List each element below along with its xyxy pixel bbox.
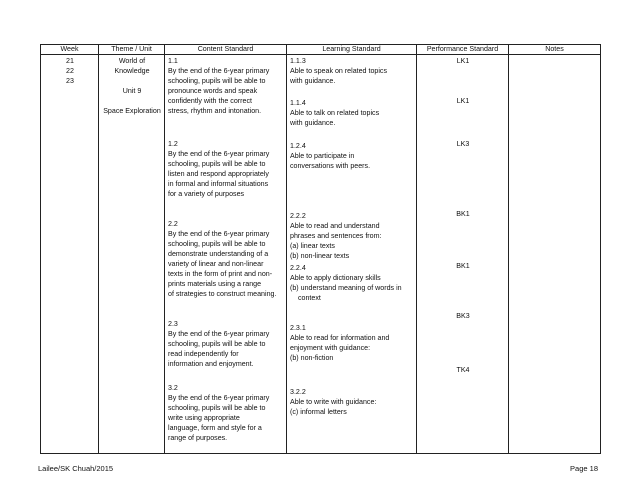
text-line: pronounce words and speak xyxy=(168,87,258,95)
text-line: Able to talk on related topics xyxy=(290,109,380,117)
theme-title: World of Knowledge xyxy=(114,57,150,75)
standard-code: 3.2 xyxy=(168,384,178,392)
learning-standard-cell xyxy=(287,55,417,454)
theme-cell xyxy=(99,55,165,454)
footer-author: Lailee/SK Chuah/2015 xyxy=(38,464,114,473)
text-line: context xyxy=(298,294,321,302)
text-line: stress, rhythm and intonation. xyxy=(168,107,262,115)
text-line: Able to speak on related topics xyxy=(290,67,388,75)
content-standard-block xyxy=(168,319,284,369)
text-line: confidently with the correct xyxy=(168,97,252,105)
text-line: (b) non-fiction xyxy=(290,354,334,362)
standard-code: 3.2.2 xyxy=(290,388,306,396)
text-line: language, form and style for a xyxy=(168,424,262,432)
performance-code: BK3 xyxy=(456,312,470,320)
text-line: demonstrate understanding of a xyxy=(168,250,269,258)
header-content-standard: Content Standard xyxy=(165,45,287,55)
unit-label: Unit 9 xyxy=(122,87,142,95)
text-line: information and enjoyment. xyxy=(168,360,254,368)
standard-code: 2.2.4 xyxy=(290,264,306,272)
text-line: By the end of the 6-year primary xyxy=(168,67,270,75)
text-line: Able to read and understand xyxy=(290,222,380,230)
text-line: Able to read for information and xyxy=(290,334,390,342)
standard-code: 1.2 xyxy=(168,140,178,148)
notes-cell xyxy=(509,55,601,454)
text-line: Able to write with guidance: xyxy=(290,398,377,406)
standard-code: 1.2.4 xyxy=(290,142,306,150)
performance-code: TK4 xyxy=(456,366,470,374)
text-line: of strategies to construct meaning. xyxy=(168,290,277,298)
header-notes: Notes xyxy=(509,45,601,55)
text-line: write using appropriate xyxy=(168,414,240,422)
standard-code: 2.2 xyxy=(168,220,178,228)
learning-standard-block xyxy=(290,56,414,86)
text-line: By the end of the 6-year primary xyxy=(168,230,270,238)
text-line: read independently for xyxy=(168,350,239,358)
text-line: (b) non-linear texts xyxy=(290,252,350,260)
text-line: variety of linear and non-linear xyxy=(168,260,264,268)
standard-code: 1.1.3 xyxy=(290,57,306,65)
week-number: 23 xyxy=(66,77,74,85)
content-standard-block xyxy=(168,383,284,443)
standard-code: 2.2.2 xyxy=(290,212,306,220)
text-line: Able to participate in xyxy=(290,152,355,160)
content-standard-block xyxy=(168,139,284,199)
header-learning-standard: Learning Standard xyxy=(287,45,417,55)
content-standard-block xyxy=(168,56,284,116)
text-line: in formal and informal situations xyxy=(168,180,269,188)
header-week: Week xyxy=(41,45,99,55)
text-line: schooling, pupils will be able to xyxy=(168,240,266,248)
header-performance-standard: Performance Standard xyxy=(417,45,509,55)
text-line: with guidance. xyxy=(290,77,336,85)
learning-standard-block xyxy=(290,323,414,363)
learning-standard-block xyxy=(290,98,414,128)
standard-code: 1.1.4 xyxy=(290,99,306,107)
text-line: for a variety of purposes xyxy=(168,190,245,198)
text-line: schooling, pupils will be able to xyxy=(168,160,266,168)
week-number: 21 xyxy=(66,57,74,65)
footer-page-number: Page 18 xyxy=(570,464,598,473)
text-line: By the end of the 6-year primary xyxy=(168,394,270,402)
standard-code: 2.3.1 xyxy=(290,324,306,332)
text-line: listen and respond appropriately xyxy=(168,170,269,178)
content-standard-block xyxy=(168,219,284,299)
header-row xyxy=(41,45,601,55)
table-row xyxy=(41,55,601,454)
topic-label: Space Exploration xyxy=(103,107,161,115)
text-line: texts in the form of print and non- xyxy=(168,270,273,278)
performance-code: BK1 xyxy=(456,262,470,270)
text-line: phrases and sentences from: xyxy=(290,232,382,240)
performance-standard-cell xyxy=(417,55,509,454)
text-line: range of purposes. xyxy=(168,434,228,442)
text-line: enjoyment with guidance: xyxy=(290,344,371,352)
learning-standard-block xyxy=(290,263,414,303)
standard-code: 2.3 xyxy=(168,320,178,328)
text-line: By the end of the 6-year primary xyxy=(168,330,270,338)
learning-standard-block xyxy=(290,387,414,417)
performance-code: LK1 xyxy=(456,97,470,105)
week-cell xyxy=(41,55,99,454)
learning-standard-block xyxy=(290,141,414,171)
text-line: (b) understand meaning of words in xyxy=(290,284,402,292)
lesson-plan-table xyxy=(40,44,601,454)
text-line: with guidance. xyxy=(290,119,336,127)
text-line: Able to apply dictionary skills xyxy=(290,274,381,282)
content-standard-cell xyxy=(165,55,287,454)
week-number: 22 xyxy=(66,67,74,75)
text-line: By the end of the 6-year primary xyxy=(168,150,270,158)
text-line: schooling, pupils will be able to xyxy=(168,77,266,85)
learning-standard-block xyxy=(290,211,414,261)
text-line: (c) informal letters xyxy=(290,408,347,416)
text-line: schooling, pupils will be able to xyxy=(168,340,266,348)
performance-code: LK3 xyxy=(456,140,470,148)
text-line: conversations with peers. xyxy=(290,162,371,170)
performance-code: LK1 xyxy=(456,57,470,65)
performance-code: BK1 xyxy=(456,210,470,218)
header-theme: Theme / Unit xyxy=(99,45,165,55)
text-line: schooling, pupils will be able to xyxy=(168,404,266,412)
text-line: (a) linear texts xyxy=(290,242,335,250)
standard-code: 1.1 xyxy=(168,57,178,65)
text-line: prints materials using a range xyxy=(168,280,262,288)
